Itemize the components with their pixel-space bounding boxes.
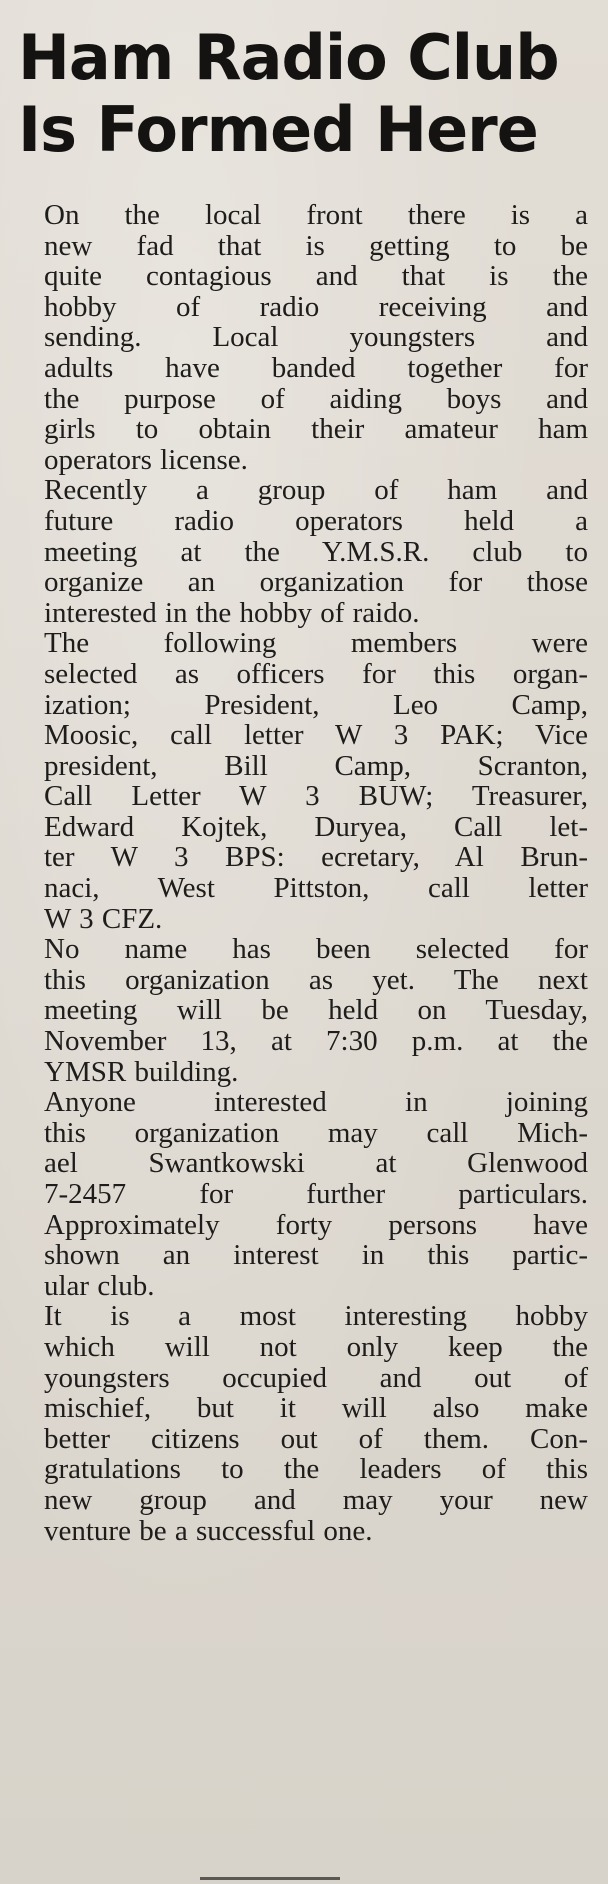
article-paragraph bbox=[16, 628, 588, 934]
article-line: quite contagious and that is the bbox=[44, 260, 588, 293]
article-line: Anyone interested in joining bbox=[44, 1086, 588, 1119]
article-line: president, Bill Camp, Scranton, bbox=[44, 749, 588, 782]
article-line: W 3 CFZ. bbox=[44, 902, 163, 935]
article-line: The following members were bbox=[44, 627, 588, 660]
article-line: ter W 3 BPS: ecretary, Al Brun- bbox=[44, 841, 588, 874]
headline bbox=[18, 22, 588, 166]
article-line: better citizens out of them. Con- bbox=[44, 1422, 588, 1455]
article-line: mischief, but it will also make bbox=[44, 1392, 588, 1425]
article-paragraph bbox=[16, 475, 588, 628]
article-line: venture be a successful one. bbox=[44, 1514, 373, 1547]
article-line: On the local front there is a bbox=[44, 199, 588, 231]
article-line: hobby of radio receiving and bbox=[44, 290, 588, 323]
article-line: girls to obtain their amateur ham bbox=[44, 413, 588, 446]
article-line: ization; President, Leo Camp, bbox=[44, 688, 588, 721]
headline-line-2: Is Formed Here bbox=[18, 93, 538, 166]
article-line: ael Swantkowski at Glenwood bbox=[44, 1147, 588, 1180]
article-line: new fad that is getting to be bbox=[44, 229, 588, 262]
article-line: meeting will be held on Tuesday, bbox=[44, 994, 588, 1027]
article-line: shown an interest in this partic- bbox=[44, 1239, 588, 1272]
article-line: 7-2457 for further particulars. bbox=[44, 1178, 588, 1210]
article-line: the purpose of aiding boys and bbox=[44, 382, 588, 415]
column-end-rule bbox=[200, 1877, 340, 1880]
article-paragraph bbox=[16, 1087, 588, 1301]
article-line: Moosic, call letter W 3 PAK; Vice bbox=[44, 719, 588, 752]
article-line: YMSR building. bbox=[44, 1055, 239, 1088]
article-line: which will not only keep the bbox=[44, 1330, 588, 1363]
article-line: new group and may your new bbox=[44, 1483, 588, 1516]
article-line: this organization as yet. The next bbox=[44, 963, 588, 996]
article-line: No name has been selected for bbox=[44, 933, 588, 966]
article-line: gratulations to the leaders of this bbox=[44, 1453, 588, 1486]
article-paragraph bbox=[16, 200, 588, 475]
article-line: ular club. bbox=[44, 1269, 155, 1302]
headline-line-1: Ham Radio Club bbox=[18, 21, 559, 94]
article-line: November 13, at 7:30 p.m. at the bbox=[44, 1025, 588, 1058]
article-line: Call Letter W 3 BUW; Treasurer, bbox=[44, 780, 588, 813]
article-line: adults have banded together for bbox=[44, 351, 588, 384]
article-line: this organization may call Mich- bbox=[44, 1116, 588, 1149]
article-line: Edward Kojtek, Duryea, Call let- bbox=[44, 810, 588, 843]
article-body bbox=[16, 200, 588, 1546]
article-line: selected as officers for this organ- bbox=[44, 657, 588, 690]
article-line: It is a most interesting hobby bbox=[44, 1300, 588, 1333]
article-line: organize an organization for those bbox=[44, 566, 588, 599]
article-line: Recently a group of ham and bbox=[44, 474, 588, 507]
article-line: operators license. bbox=[44, 443, 248, 476]
article-line: naci, West Pittston, call letter bbox=[44, 872, 588, 905]
article-line: interested in the hobby of raido. bbox=[44, 596, 420, 629]
article-line: youngsters occupied and out of bbox=[44, 1361, 588, 1394]
article-line: Approximately forty persons have bbox=[44, 1208, 588, 1241]
article-line: future radio operators held a bbox=[44, 504, 588, 537]
article-paragraph bbox=[16, 934, 588, 1087]
article-line: meeting at the Y.M.S.R. club to bbox=[44, 535, 588, 568]
article-line: sending. Local youngsters and bbox=[44, 321, 588, 354]
article-paragraph bbox=[16, 1301, 588, 1546]
